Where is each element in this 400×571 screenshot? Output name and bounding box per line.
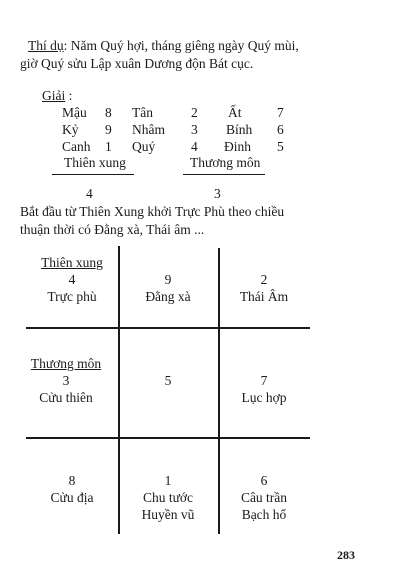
grid-cell-number: 6 bbox=[260, 473, 268, 488]
table-cell: Quý bbox=[132, 139, 156, 154]
table-cell: 2 bbox=[191, 105, 198, 120]
grid-cell-number: 1 bbox=[164, 473, 172, 488]
grid-cell-number: 9 bbox=[164, 272, 172, 287]
solution-colon: : bbox=[65, 88, 73, 103]
table-cell: Mậu bbox=[62, 105, 87, 120]
table-cell: 8 bbox=[105, 105, 112, 120]
grid-cell-number: 4 bbox=[68, 272, 76, 287]
solution-label: Giải bbox=[42, 88, 66, 103]
grid-cell-text: Chu tước bbox=[142, 490, 194, 505]
table-cell: 9 bbox=[105, 122, 112, 137]
divider-right bbox=[183, 174, 265, 175]
table-cell: 1 bbox=[105, 139, 112, 154]
table-cell: Canh bbox=[62, 139, 91, 154]
grid-cell-number: 2 bbox=[260, 272, 268, 287]
table-cell: 4 bbox=[191, 139, 198, 154]
grid-cell-text: Trực phù bbox=[47, 289, 97, 304]
cell-header-text: Thiên xung bbox=[41, 255, 103, 270]
right-number: 3 bbox=[214, 186, 221, 201]
paragraph-line-2: thuận thời có Đằng xà, Thái âm ... bbox=[20, 222, 205, 237]
table-cell: 6 bbox=[277, 122, 284, 137]
grid-cell-number: 8 bbox=[68, 473, 76, 488]
table-cell: 5 bbox=[277, 139, 284, 154]
grid-hline-2 bbox=[26, 437, 310, 439]
grid-cell-number: 5 bbox=[164, 373, 172, 388]
grid-hline-1 bbox=[26, 327, 310, 329]
thuong-mon-label: Thương môn bbox=[190, 155, 261, 170]
grid-cell-text: Bạch hổ bbox=[241, 507, 287, 522]
cell-header-text: Thương môn bbox=[30, 356, 102, 371]
grid-cell-text: Câu trần bbox=[240, 490, 288, 505]
example-line-2: giờ Quý sửu Lập xuân Dương độn Bát cục. bbox=[20, 56, 254, 71]
grid-cell-text: Cửu thiên bbox=[39, 390, 93, 405]
solution-heading bbox=[42, 88, 72, 104]
table-cell: Bính bbox=[226, 122, 253, 137]
table-cell: Ất bbox=[228, 105, 242, 120]
table-cell: Đinh bbox=[224, 139, 251, 154]
paragraph-line-1: Bắt đầu từ Thiên Xung khởi Trực Phù theo chiều bbox=[20, 204, 285, 219]
thien-xung-label: Thiên xung bbox=[64, 155, 126, 170]
example-label: Thí dụ bbox=[28, 38, 64, 53]
grid-cell-header bbox=[20, 356, 112, 372]
table-cell: 3 bbox=[191, 122, 198, 137]
example-line-1 bbox=[28, 38, 299, 54]
left-number: 4 bbox=[86, 186, 93, 201]
example-text-1: : Năm Quý hợi, tháng giêng ngày Quý mùi, bbox=[63, 38, 299, 53]
table-cell: Nhâm bbox=[132, 122, 165, 137]
grid-cell-text: Thái Âm bbox=[239, 289, 289, 304]
grid-cell-text: Cửu địa bbox=[50, 490, 94, 505]
grid-cell-header bbox=[26, 255, 118, 271]
table-cell: Kỷ bbox=[62, 122, 79, 137]
table-cell: 7 bbox=[277, 105, 284, 120]
divider-left bbox=[52, 174, 134, 175]
table-cell: Tân bbox=[132, 105, 153, 120]
page-number: 283 bbox=[337, 548, 355, 562]
grid-cell-number: 3 bbox=[62, 373, 70, 388]
grid-cell-number: 7 bbox=[260, 373, 268, 388]
grid-cell-text: Lục hợp bbox=[241, 390, 287, 405]
grid-cell-text: Đằng xà bbox=[145, 289, 191, 304]
grid-cell-text: Huyền vũ bbox=[141, 507, 195, 522]
